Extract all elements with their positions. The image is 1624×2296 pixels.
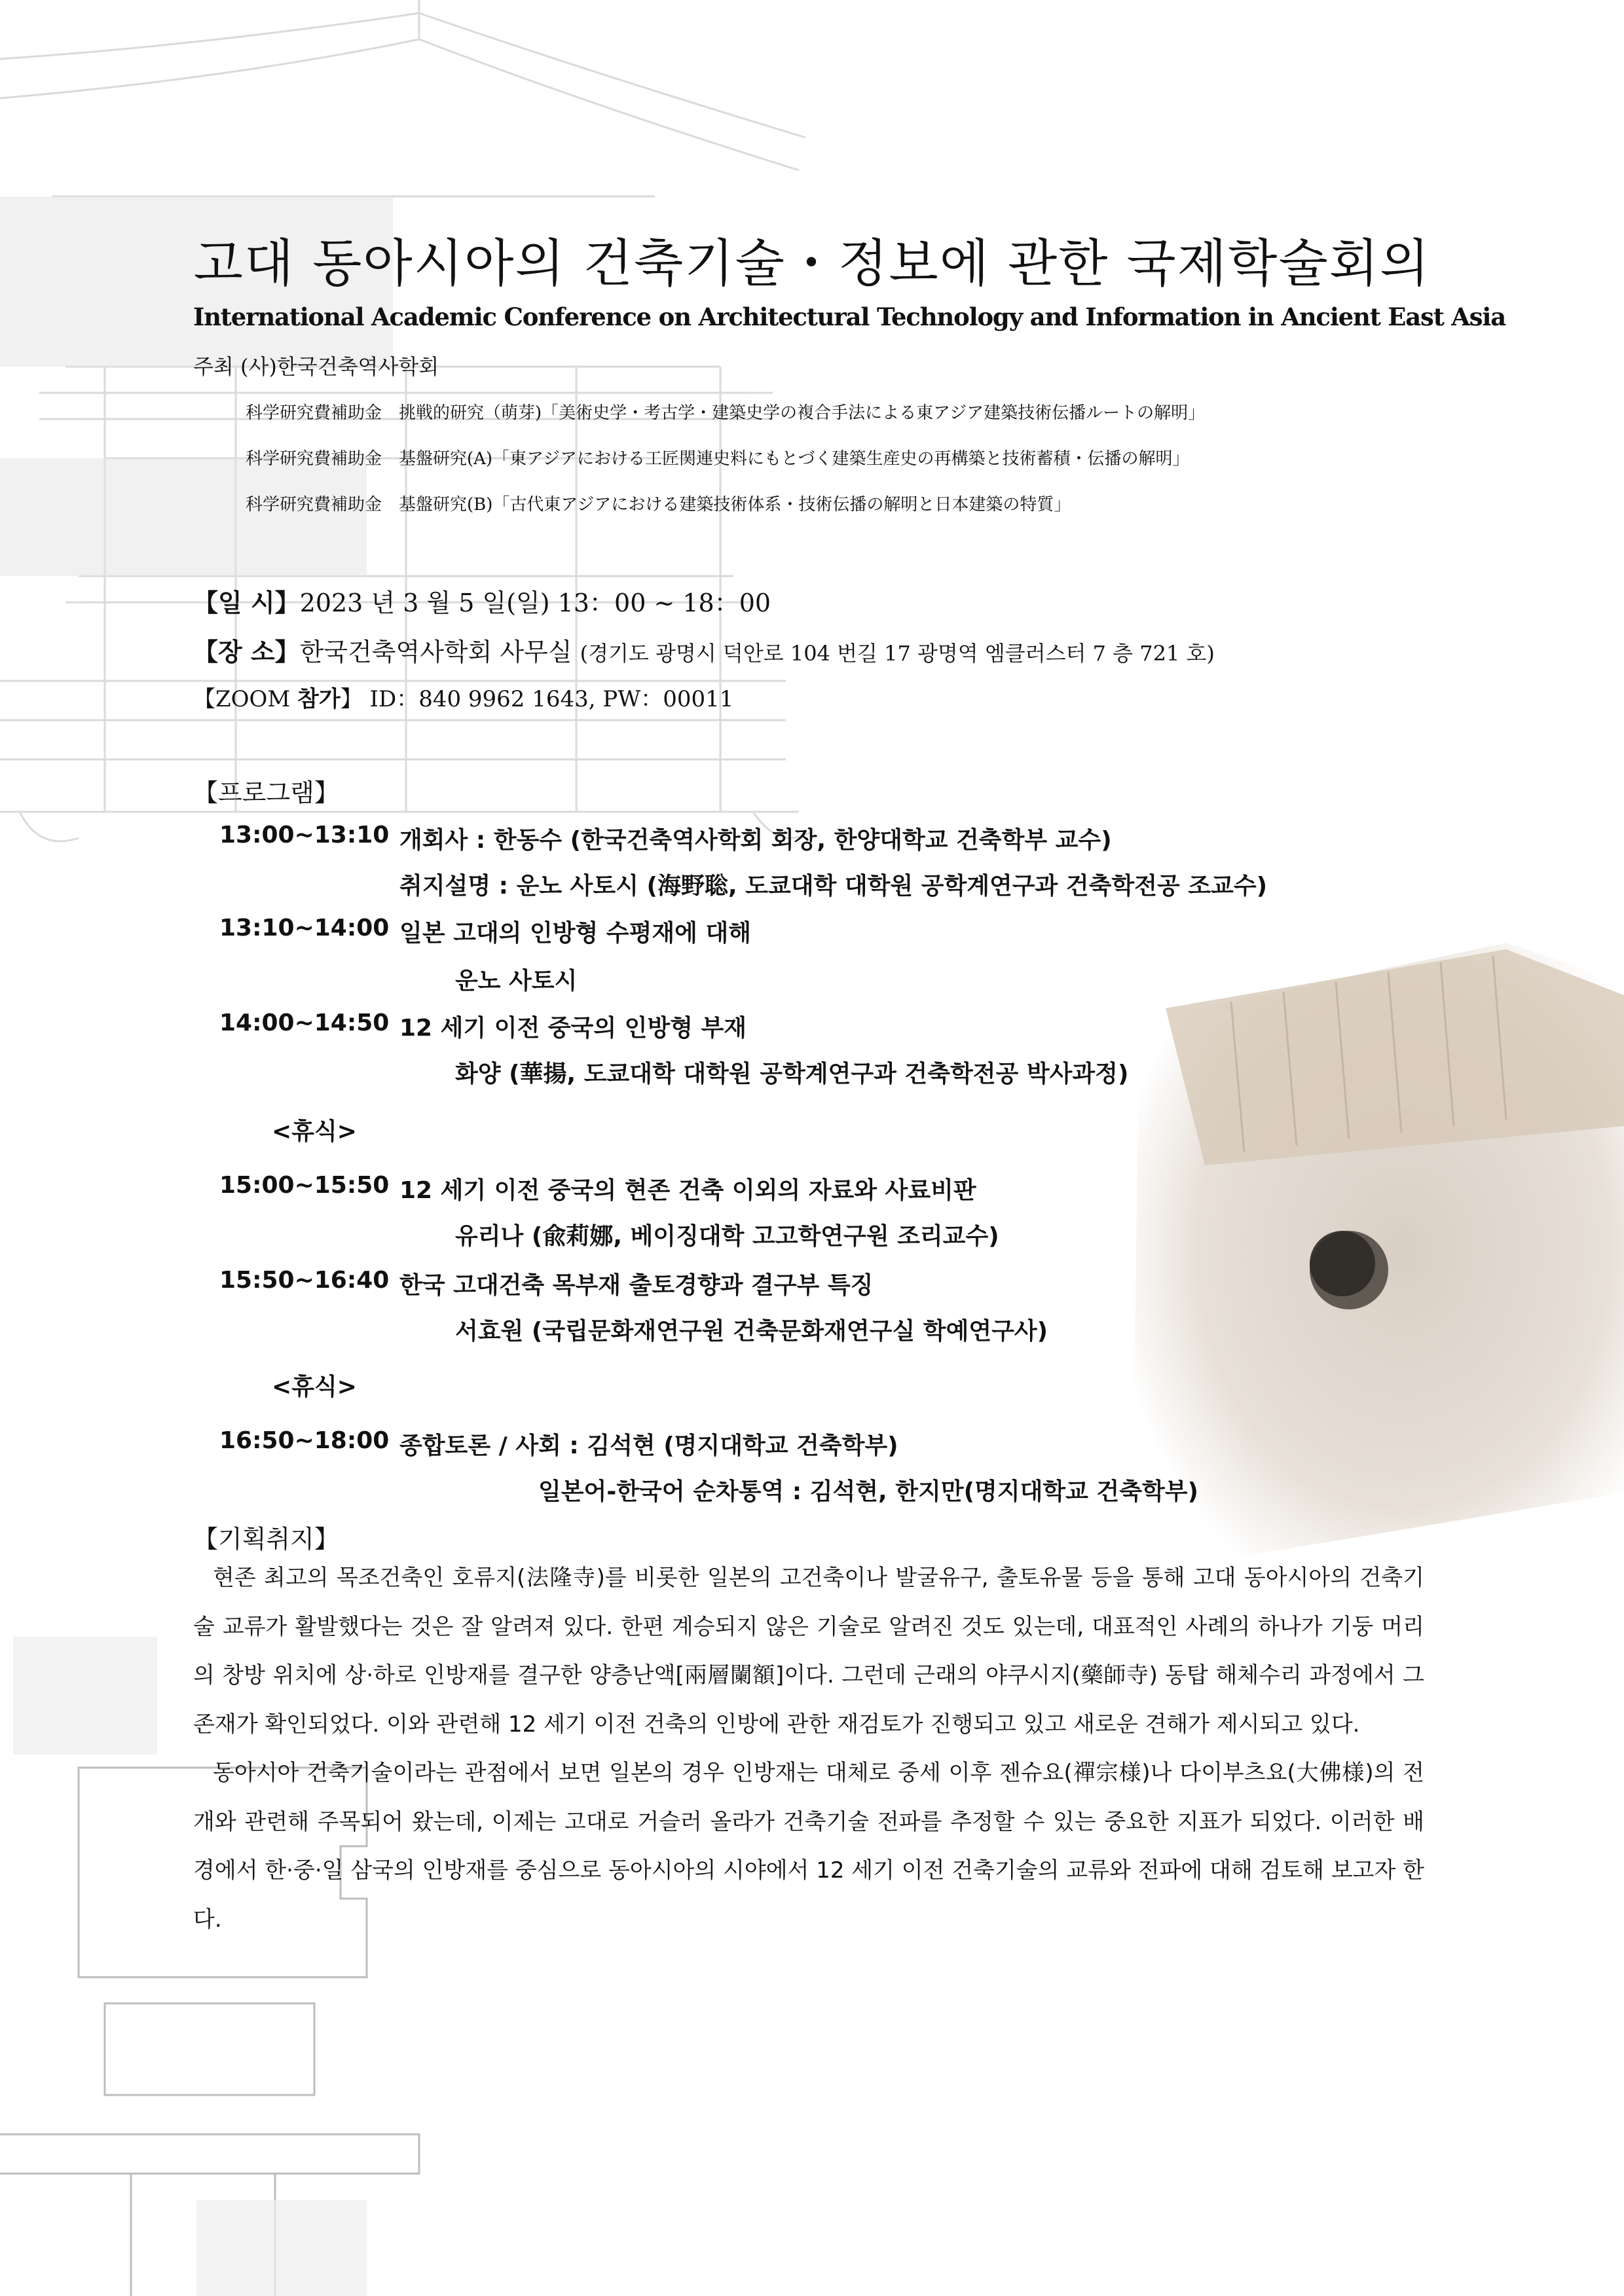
host-organization: 주최 (사)한국건축역사학회 xyxy=(193,354,439,379)
event-place xyxy=(193,632,1215,668)
discussion-time: 16:50~18:00 xyxy=(219,1427,390,1454)
temple-drawing-background xyxy=(0,0,819,851)
zoom-label-close: 】 xyxy=(340,686,363,712)
date-label: 【일 시】 xyxy=(193,588,300,617)
talk4-title: 한국 고대건축 목부재 출토경향과 결구부 특징 xyxy=(399,1272,874,1299)
talk3-time: 15:00~15:50 xyxy=(219,1172,390,1199)
clay-house-artifact-image xyxy=(1035,851,1624,1571)
zoom-credentials: ID：840 9962 1643, PW：00011 xyxy=(369,686,734,712)
opening-remarks: 개회사 : 한동수 (한국건축역사학회 회장, 한양대학교 건축학부 교수) xyxy=(399,827,1112,854)
break-2: <휴식> xyxy=(272,1374,357,1400)
event-date xyxy=(193,583,771,619)
purpose-text xyxy=(193,1554,1424,1944)
place-detail: (경기도 광명시 덕안로 104 번길 17 광명역 엠클러스터 7 층 721 호) xyxy=(580,641,1215,666)
purpose-heading: 【기획취지】 xyxy=(193,1525,339,1554)
purpose-paragraph-2: 동아시아 건축기술이라는 관점에서 보면 일본의 경우 인방재는 대체로 중세 이후 젠슈요(禪宗様)나 다이부츠요(大佛様)의 전개와 관련해 주목되어 왔는데, 이제는 고대로 거슬러 올라가 건축기술 전파를 추정할 수 있는 중요한 지표가 되었다. 이러한 배경에서 한·중·일 삼국의 인방재를 중심으로 동아시아의 시야에서 12 세기 이전 건축기술의 교류와 전파에 대해 검토해 보고자 한다. xyxy=(193,1760,1424,1933)
general-discussion: 종합토론 / 사회 : 김석현 (명지대학교 건축학부) xyxy=(399,1432,898,1459)
interpretation-info: 일본어-한국어 순차통역 : 김석현, 한지만(명지대학교 건축학부) xyxy=(538,1478,1198,1505)
talk1-time: 13:10~14:00 xyxy=(219,915,390,941)
purpose-explanation: 취지설명 : 운노 사토시 (海野聡, 도쿄대학 대학원 공학계연구과 건축학전공 조교수) xyxy=(399,873,1268,900)
program-heading: 【프로그램】 xyxy=(193,778,339,807)
grant-line-2: 科学研究費補助金 基盤研究(A)「東アジアにおける工匠関連史料にもとづく建築生産史の再構築と技術蓄積・伝播の解明」 xyxy=(246,449,1190,469)
zoom-label-open: 【ZOOM xyxy=(193,686,297,712)
talk2-time: 14:00~14:50 xyxy=(219,1010,390,1036)
talk1-speaker: 운노 사토시 xyxy=(455,968,578,994)
opening-time: 13:00~13:10 xyxy=(219,822,390,848)
place-value: 한국건축역사학회 사무실 xyxy=(299,638,572,666)
talk3-title: 12 세기 이전 중국의 현존 건축 이외의 자료와 사료비판 xyxy=(399,1177,976,1204)
talk1-title: 일본 고대의 인방형 수평재에 대해 xyxy=(399,920,751,947)
talk4-time: 15:50~16:40 xyxy=(219,1267,390,1294)
talk3-speaker: 유리나 (兪莉娜, 베이징대학 고고학연구원 조리교수) xyxy=(455,1223,999,1250)
break-1: <휴식> xyxy=(272,1118,357,1145)
english-subtitle: International Academic Conference on Architectural Technology and Information in Ancient East Asia xyxy=(193,302,1506,331)
place-label: 【장 소】 xyxy=(193,637,300,666)
talk2-speaker: 화양 (華揚, 도쿄대학 대학원 공학계연구과 건축학전공 박사과정) xyxy=(455,1061,1129,1087)
zoom-info xyxy=(193,681,733,713)
grant-line-3: 科学研究費補助金 基盤研究(B)「古代東アジアにおける建築技術体系・技術伝播の解明と日本建築の特質」 xyxy=(246,495,1071,515)
grant-line-1: 科学研究費補助金 挑戦的研究（萌芽)「美術史学・考古学・建築史学の複合手法による東アジア建築技術伝播ルートの解明」 xyxy=(246,403,1206,423)
purpose-paragraph-1: 현존 최고의 목조건축인 호류지(法隆寺)를 비롯한 일본의 고건축이나 발굴유구, 출토유물 등을 통해 고대 동아시아의 건축기술 교류가 활발했다는 것은 잘 알려져 있다. 한편 계승되지 않은 기술로 알려진 것도 있는데, 대표적인 사례의 하나가 기둥 머리의 창방 위치에 상·하로 인방재를 결구한 양층난액[兩層闌額]이다. 그런데 근래의 야쿠시지(藥師寺) 동탑 해체수리 과정에서 그 존재가 확인되었다. 이와 관련해 12 세기 이전 건축의 인방에 관한 재검토가 진행되고 있고 새로운 견해가 제시되고 있다. xyxy=(193,1565,1424,1738)
talk2-title: 12 세기 이전 중국의 인방형 부재 xyxy=(399,1015,747,1042)
date-value: 2023 년 3 월 5 일(일) 13：00 ~ 18：00 xyxy=(299,589,771,617)
page-title: 고대 동아시아의 건축기술・정보에 관한 국제학술회의 xyxy=(193,234,1431,293)
talk4-speaker: 서효원 (국립문화재연구원 건축문화재연구실 학예연구사) xyxy=(455,1318,1048,1345)
zoom-label-bold: 참가 xyxy=(297,686,341,712)
